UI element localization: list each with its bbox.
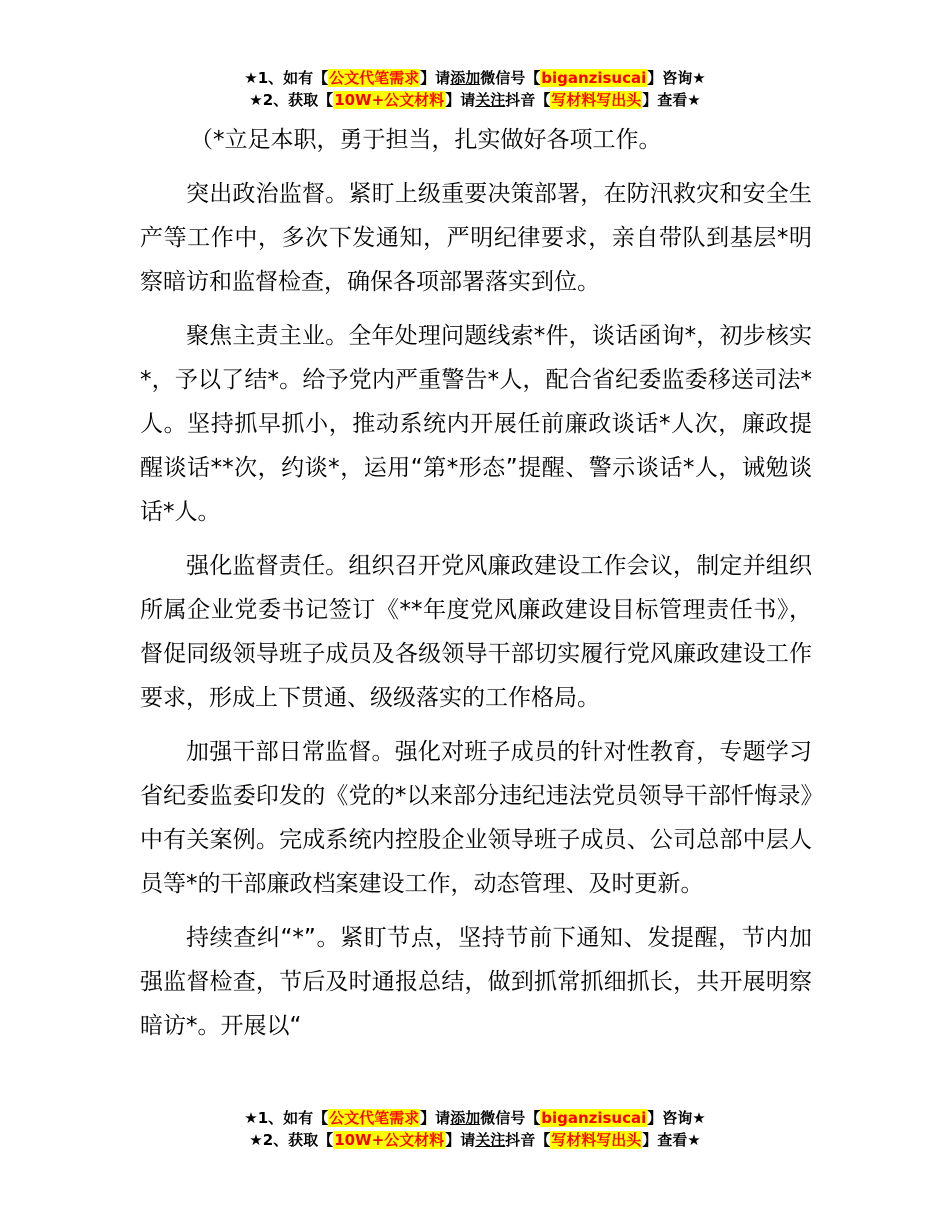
header-ad-line-1-mid: 】请: [420, 69, 451, 87]
header-ad-wechat-id-highlight: biganzisucai: [541, 69, 647, 87]
footer-ad-follow-underlined: 关注: [475, 1131, 506, 1149]
header-ad-follow-underlined: 关注: [475, 91, 506, 109]
header-ad-line-1: [0, 67, 950, 89]
header-ad-line-1-prefix: ★1、如有【: [244, 69, 329, 87]
header-ad-line-2-mid: 】请: [445, 91, 476, 109]
footer-ad-line-2-prefix: ★2、获取【: [249, 1131, 334, 1149]
footer-ad-add-underlined: 添加: [450, 1109, 481, 1127]
header-ad-line-2-suffix: 】查看★: [642, 91, 701, 109]
header-ad-materials-highlight: 10W+公文材料: [334, 91, 445, 109]
body-paragraph-intro: （*立足本职，勇于担当，扎实做好各项工作。: [190, 127, 662, 153]
footer-ad-line-2-mid-2: 抖音【: [505, 1131, 551, 1149]
footer-ad-line-1-prefix: ★1、如有【: [244, 1109, 329, 1127]
footer-ad-line-1-suffix: 】咨询★: [647, 1109, 706, 1127]
body-paragraph-political-supervision: 突出政治监督。紧盯上级重要决策部署，在防汛救灾和安全生产等工作中，多次下发通知，严明纪律要求，亲自带队到基层*明察暗访和监督检查，确保各项部署落实到位。: [140, 181, 812, 295]
footer-ad-line-2: [0, 1129, 950, 1151]
footer-ad-line-1-mid-2: 微信号【: [480, 1109, 541, 1127]
footer-ad-wechat-id-highlight: biganzisucai: [541, 1109, 647, 1127]
body-paragraph-supervision-duty: 强化监督责任。组织召开党风廉政建设工作会议，制定并组织所属企业党委书记签订《**年度党风廉政建设目标管理责任书》，督促同级领导班子成员及各级领导干部切实履行党风廉政建设工作要求，形成上下贯通、级级落实的工作格局。: [140, 553, 812, 711]
header-ad-douyin-highlight: 写材料写出头: [551, 91, 642, 109]
body-paragraph-continuous-inspection: 持续查纠“*”。紧盯节点，坚持节前下通知、发提醒，节内加强监督检查，节后及时通报总结，做到抓常抓细抓长，共开展明察暗访*。开展以“: [140, 925, 812, 1039]
footer-ad-service-highlight: 公文代笔需求: [329, 1109, 420, 1127]
header-ad-line-2-prefix: ★2、获取【: [249, 91, 334, 109]
header-ad-line-1-mid-2: 微信号【: [480, 69, 541, 87]
body-paragraph-cadre-supervision: 加强干部日常监督。强化对班子成员的针对性教育，专题学习省纪委监委印发的《党的*以来部分违纪违法党员领导干部忏悔录》中有关案例。完成系统内控股企业领导班子成员、公司总部中层人员等*的干部廉政档案建设工作，动态管理、及时更新。: [140, 739, 812, 897]
header-ad-add-underlined: 添加: [450, 69, 481, 87]
footer-ad-line-1-mid: 】请: [420, 1109, 451, 1127]
header-ad-line-2: [0, 89, 950, 111]
document-body: [140, 118, 812, 1058]
header-ad-line-1-suffix: 】咨询★: [647, 69, 706, 87]
footer-ad-line-2-suffix: 】查看★: [642, 1131, 701, 1149]
footer-ad-line-2-mid: 】请: [445, 1131, 476, 1149]
footer-ad-douyin-highlight: 写材料写出头: [551, 1131, 642, 1149]
footer-ad-line-1: [0, 1107, 950, 1129]
body-paragraph-main-responsibility: 聚焦主责主业。全年处理问题线索*件，谈话函询*，初步核实*，予以了结*。给予党内严重警告*人，配合省纪委监委移送司法*人。坚持抓早抓小，推动系统内开展任前廉政谈话*人次，廉政提醒谈话**次，约谈*，运用“第*形态”提醒、警示谈话*人，诫勉谈话*人。: [140, 323, 812, 525]
header-ad-service-highlight: 公文代笔需求: [329, 69, 420, 87]
header-ad-line-2-mid-2: 抖音【: [505, 91, 551, 109]
header-ad-banner: [0, 67, 950, 111]
footer-ad-materials-highlight: 10W+公文材料: [334, 1131, 445, 1149]
footer-ad-banner: [0, 1107, 950, 1151]
